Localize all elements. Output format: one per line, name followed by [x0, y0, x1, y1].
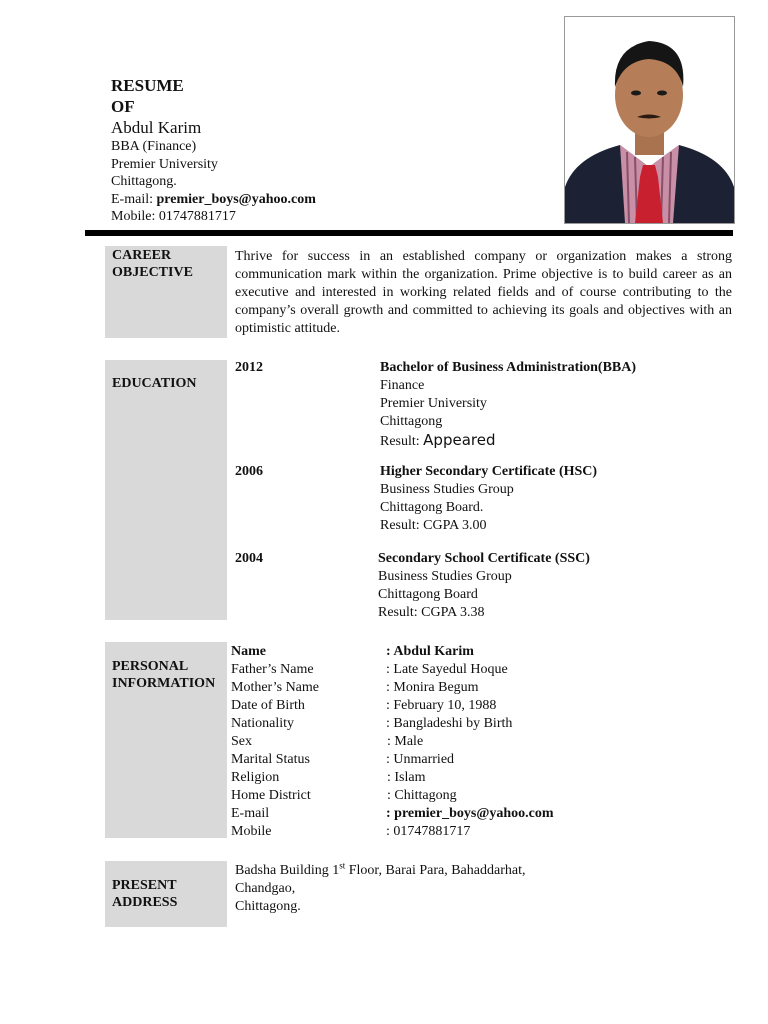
candidate-degree: BBA (Finance)	[111, 139, 197, 154]
career-objective-text: Thrive for success in an established company or organization makes a strong communication mark within the organization. Prime objective is to build career as an executive and interested in working related fields and of course contributing to the company’s overall growth and committed to achieving its goals and objectives with an optimistic attitude.	[235, 249, 732, 336]
education-details-2012	[380, 359, 636, 451]
education-degree: Bachelor of Business Administration(BBA)	[380, 360, 637, 375]
personal-label-line2: INFORMATION	[112, 675, 216, 691]
candidate-university: Premier University	[111, 156, 218, 172]
personal-row-label: Father’s Name	[231, 662, 314, 677]
personal-row	[231, 751, 631, 769]
result-label: Result:	[380, 434, 420, 449]
personal-row-label: Marital Status	[231, 752, 310, 767]
address-line-3: Chittagong.	[235, 899, 301, 914]
personal-row	[231, 805, 631, 823]
personal-row-label: Date of Birth	[231, 698, 305, 713]
resume-title: RESUME	[111, 76, 184, 95]
personal-row-value: : February 10, 1988	[386, 698, 497, 713]
education-details-2004	[378, 550, 590, 622]
candidate-name: Abdul Karim	[111, 118, 202, 137]
personal-row-label: Sex	[231, 734, 252, 749]
personal-row	[231, 661, 631, 679]
address-line-1: Badsha Building 1st Floor, Barai Para, Bahaddarhat,	[235, 860, 526, 878]
resume-header	[111, 75, 316, 226]
personal-label-line1: PERSONAL	[112, 659, 189, 674]
education-details-2006	[380, 463, 597, 535]
education-line: Chittagong Board	[378, 587, 478, 602]
personal-row	[231, 715, 631, 733]
personal-row	[231, 733, 631, 751]
education-degree: Secondary School Certificate (SSC)	[378, 551, 590, 566]
education-degree: Higher Secondary Certificate (HSC)	[380, 464, 598, 479]
header-mobile-label: Mobile:	[111, 209, 156, 224]
portrait-image	[565, 17, 734, 223]
result-value: Appeared	[423, 431, 496, 449]
personal-row-value: : Chittagong	[387, 788, 457, 803]
education-entry-2012	[235, 359, 263, 377]
personal-row	[231, 697, 631, 715]
header-email-value[interactable]: premier_boys@yahoo.com	[156, 191, 316, 207]
education-line: Premier University	[380, 396, 487, 411]
education-entry-2006	[235, 463, 263, 481]
career-label-line2: OBJECTIVE	[112, 264, 193, 280]
personal-row	[231, 787, 631, 805]
personal-row-label: Mother’s Name	[231, 680, 319, 695]
education-label-box	[105, 360, 227, 620]
education-label: EDUCATION	[112, 376, 197, 391]
education-entry-2004	[235, 550, 263, 568]
address-label-line1: PRESENT	[112, 878, 177, 893]
career-label-line1: CAREER	[112, 248, 172, 263]
personal-row-value[interactable]: : premier_boys@yahoo.com	[386, 806, 554, 821]
education-line: Business Studies Group	[380, 482, 514, 497]
personal-row-label: Mobile	[231, 824, 272, 839]
resume-title-of: OF	[111, 97, 135, 116]
header-email	[111, 191, 316, 209]
education-year: 2012	[235, 360, 263, 375]
personal-row-value: : Late Sayedul Hoque	[386, 662, 508, 677]
present-address-label-box	[105, 861, 227, 927]
personal-row-label: E-mail	[231, 806, 270, 821]
personal-row-label: Home District	[231, 788, 311, 803]
personal-row-label: Religion	[231, 770, 280, 785]
address-line-2: Chandgao,	[235, 881, 296, 896]
profile-photo	[564, 16, 735, 224]
header-mobile	[111, 208, 316, 226]
personal-row-value: : Abdul Karim	[386, 644, 474, 659]
education-line: Chittagong	[380, 414, 443, 429]
header-email-label: E-mail:	[111, 191, 153, 207]
personal-info-table	[231, 643, 631, 841]
personal-info-label-box	[105, 642, 227, 838]
personal-row-value: : Islam	[387, 770, 426, 785]
education-year: 2006	[235, 464, 263, 479]
education-line: Business Studies Group	[378, 569, 512, 584]
header-divider	[85, 230, 733, 236]
education-result: Result: CGPA 3.38	[378, 605, 485, 620]
education-line: Chittagong Board.	[380, 500, 484, 515]
personal-row	[231, 823, 631, 841]
personal-row-value: : Monira Begum	[386, 680, 479, 695]
header-mobile-value: 01747881717	[158, 209, 236, 224]
personal-row	[231, 769, 631, 787]
present-address-text	[235, 862, 525, 916]
career-objective-label-box	[105, 246, 227, 338]
education-result: Result: CGPA 3.00	[380, 518, 487, 533]
personal-row	[231, 643, 631, 661]
personal-row-label: Nationality	[231, 716, 294, 731]
address-label-line2: ADDRESS	[112, 894, 178, 910]
personal-row-value: : 01747881717	[386, 824, 471, 839]
personal-row-value: : Unmarried	[386, 752, 455, 767]
personal-row-value: : Bangladeshi by Birth	[386, 716, 513, 731]
education-result	[380, 431, 636, 451]
personal-row	[231, 679, 631, 697]
education-year: 2004	[235, 551, 263, 566]
candidate-city: Chittagong.	[111, 174, 177, 189]
education-line: Finance	[380, 378, 425, 393]
personal-row-value: : Male	[387, 734, 424, 749]
personal-row-label: Name	[231, 644, 266, 659]
